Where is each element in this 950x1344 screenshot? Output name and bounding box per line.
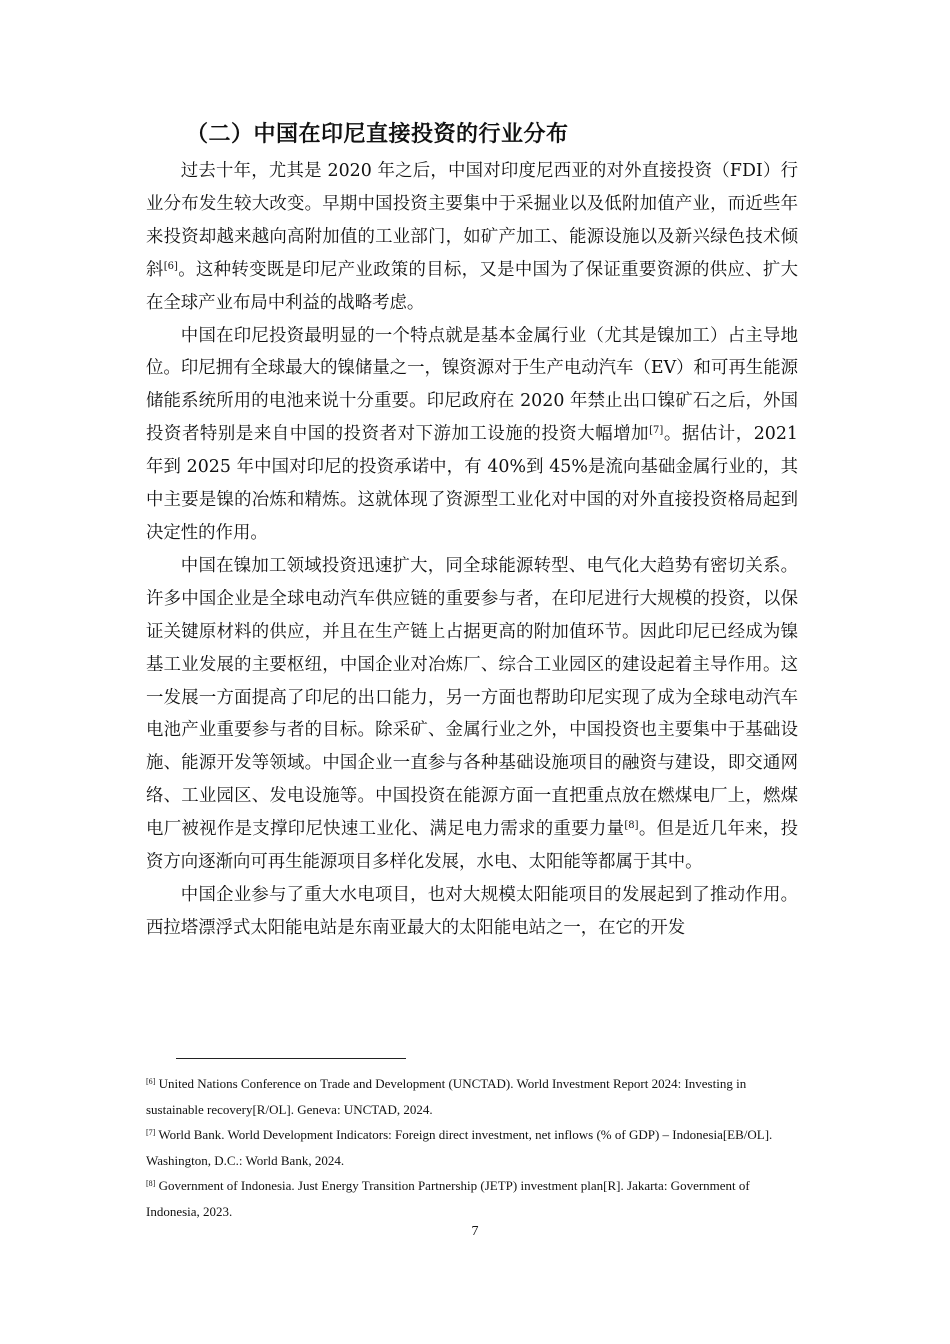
paragraph-text: 中国在印尼投资最明显的一个特点就是基本金属行业（尤其是镍加工）占主导地位。印尼拥有全球最大的镍储量之一，镍资源对于生产电动汽车（EV）和可再生能源储能系统所用的电池来说十分重要。印尼政府在 2020 年禁止出口镍矿石之后，外国投资者特别是来自中国的投资者对下游加工设施的投资大幅增加 bbox=[146, 325, 798, 445]
footnote-text: United Nations Conference on Trade and Development (UNCTAD). World Investment Report 2024: Investing in sustainable recovery[R/OL]. Geneva: UNCTAD, 2024. bbox=[146, 1076, 747, 1117]
footnote-marker: [6] bbox=[146, 1077, 156, 1086]
footnotes bbox=[146, 1071, 798, 1224]
page-number: 7 bbox=[471, 1224, 479, 1239]
paragraph-text: 。但是近几年来，投资方向逐渐向可再生能源项目多样化发展，水电、太阳能等都属于其中。 bbox=[146, 819, 798, 873]
footnote-text: Government of Indonesia. Just Energy Transition Partnership (JETP) investment plan[R]. Jakarta: Government of Indonesia, 2023. bbox=[146, 1178, 750, 1219]
paragraph-text: 。这种转变既是印尼产业政策的目标，又是中国为了保证重要资源的供应、扩大在全球产业布局中利益的战略考虑。 bbox=[146, 259, 798, 313]
footnote-separator bbox=[176, 1058, 406, 1059]
paragraph-text: 中国企业参与了重大水电项目，也对大规模太阳能项目的发展起到了推动作用。西拉塔漂浮式太阳能电站是东南亚最大的太阳能电站之一，在它的开发 bbox=[146, 884, 798, 938]
paragraph-3 bbox=[146, 550, 798, 879]
paragraph-2 bbox=[146, 320, 798, 550]
footnote-6 bbox=[146, 1071, 798, 1122]
paragraph-text: 中国在镍加工领域投资迅速扩大，同全球能源转型、电气化大趋势有密切关系。许多中国企业是全球电动汽车供应链的重要参与者，在印尼进行大规模的投资，以保证关键原材料的供应，并且在生产链上占据更高的附加值环节。因此印尼已经成为镍基工业发展的主要枢纽，中国企业对冶炼厂、综合工业园区的建设起着主导作用。这一发展一方面提高了印尼的出口能力，另一方面也帮助印尼实现了成为全球电动汽车电池产业重要参与者的目标。除采矿、金属行业之外，中国投资也主要集中于基础设施、能源开发等领域。中国企业一直参与各种基础设施项目的融资与建设，即交通网络、工业园区、发电设施等。中国投资在能源方面一直把重点放在燃煤电厂上，燃煤电厂被视作是支撑印尼快速工业化、满足电力需求的重要力量 bbox=[146, 555, 798, 840]
citation-marker[interactable]: [8] bbox=[624, 820, 639, 832]
paragraph-4 bbox=[146, 879, 798, 945]
footnote-marker: [7] bbox=[146, 1128, 156, 1137]
footnote-7 bbox=[146, 1122, 798, 1173]
citation-marker[interactable]: [6] bbox=[163, 260, 178, 272]
footnote-marker: [8] bbox=[146, 1179, 156, 1188]
footnote-text: World Bank. World Development Indicators: Foreign direct investment, net inflows (% of GDP) – Indonesia[EB/OL]. Washington, D.C.: World Bank, 2024. bbox=[146, 1127, 773, 1168]
paragraph-text: 过去十年，尤其是 2020 年之后，中国对印度尼西亚的对外直接投资（FDI）行业分布发生较大改变。早期中国投资主要集中于采掘业以及低附加值产业，而近些年来投资却越来越向高附加值的工业部门，如矿产加工、能源设施以及新兴绿色技术倾斜 bbox=[146, 161, 798, 280]
footnote-8 bbox=[146, 1173, 798, 1224]
body-text bbox=[146, 155, 798, 945]
section-heading: （二）中国在印尼直接投资的行业分布 bbox=[186, 122, 569, 147]
paragraph-text: 。据估计，2021 年到 2025 年中国对印尼的投资承诺中，有 40%到 45%是流向基础金属行业的，其中主要是镍的冶炼和精炼。这就体现了资源型工业化对中国的对外直接投资格局起到决定性的作用。 bbox=[146, 424, 798, 543]
paragraph-1 bbox=[146, 155, 798, 320]
citation-marker[interactable]: [7] bbox=[649, 425, 664, 437]
